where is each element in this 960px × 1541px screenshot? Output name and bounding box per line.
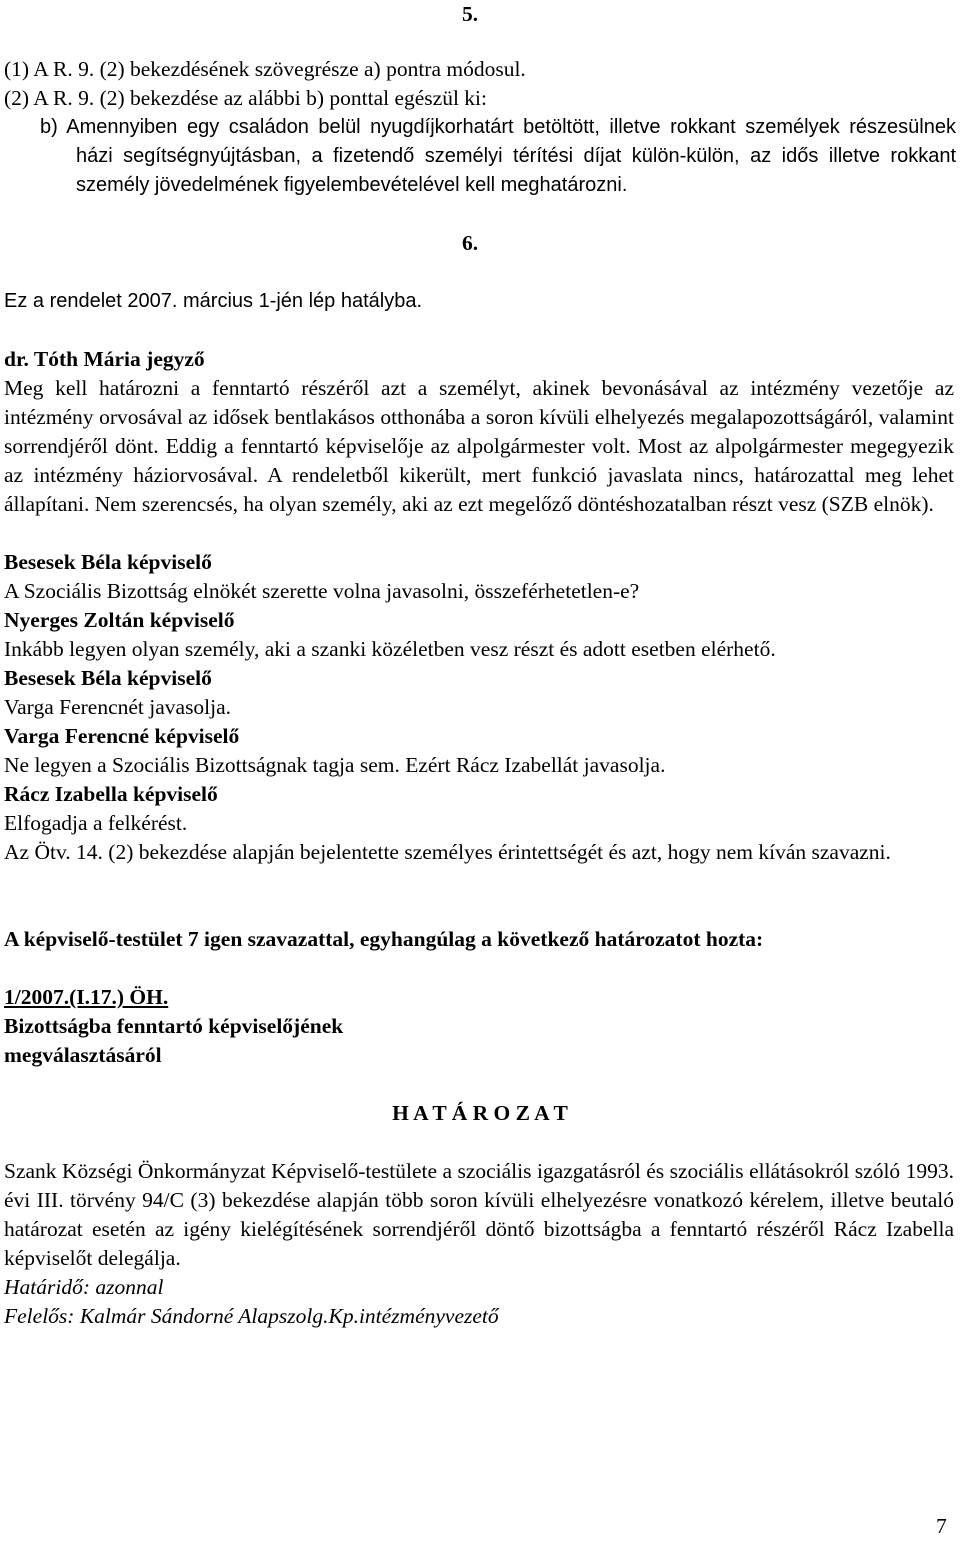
speaker-besesek-2: Besesek Béla képviselő <box>4 666 212 690</box>
resolution-body: Szank Községi Önkormányzat Képviselő-testülete a szociális igazgatásról és szociális ellátásokról szóló 1993. évi III. törvény 94/C (3) bekezdése alapján több soron kívüli elhelyezésre vonatkozó kérelem, illetve beutaló határozat esetén az igény kielégítésének sorrendjéről döntő bizottságba a fenntartó részéről Rácz Izabella képviselőt delegálja. <box>4 1159 954 1270</box>
speaker-varga: Varga Ferencné képviselő <box>4 724 240 748</box>
effective-date-text: Ez a rendelet 2007. március 1-jén lép hatályba. <box>4 290 423 312</box>
amendment-line-1: (1) A R. 9. (2) bekezdésének szövegrésze a) pontra módosul. <box>4 57 526 81</box>
vote-statement: A képviselő-testület 7 igen szavazattal, egyhangúlag a következő határozatot hozta: <box>4 927 764 951</box>
nyerges-statement: Inkább legyen olyan személy, aki a szanki közéletben vesz részt és adott esetben elérhető. <box>4 637 776 661</box>
speaker-besesek-1: Besesek Béla képviselő <box>4 550 212 574</box>
speaker-racz: Rácz Izabella képviselő <box>4 782 218 806</box>
deadline-line: Határidő: azonnal <box>4 1275 164 1299</box>
besesek-statement-2: Varga Ferencnét javasolja. <box>4 695 232 719</box>
point-b-text: b) Amennyiben egy családon belül nyugdíjkorhatárt betöltött, illetve rokkant személyek részesülnek házi segítségnyújtásban, a fizetendő személyi térítési díjat külön-külön, az idős illetve rokkant személy jövedelmének figyelembevételével kell meghatározni. <box>40 116 956 196</box>
resolution-title-line-1: Bizottságba fenntartó képviselőjének <box>4 1014 344 1038</box>
racz-declaration: Az Ötv. 14. (2) bekezdése alapján bejelentette személyes érintettségét és azt, hogy nem kíván szavazni. <box>4 840 891 864</box>
section-6-heading: 6. <box>462 231 479 255</box>
resolution-heading: H A T Á R O Z A T <box>392 1101 568 1125</box>
resolution-title-line-2: megválasztásáról <box>4 1043 162 1067</box>
speaker-jegyzo: dr. Tóth Mária jegyző <box>4 347 205 371</box>
resolution-number: 1/2007.(I.17.) ÖH. <box>4 985 169 1009</box>
responsible-line: Felelős: Kalmár Sándorné Alapszolg.Kp.intézményvezető <box>4 1304 499 1328</box>
jegyzo-statement: Meg kell határozni a fenntartó részéről azt a személyt, akinek bevonásával az intézmény vezetője az intézmény orvosával az idősek bentlakásos otthonába a soron kívüli elhelyezés megalapozottságáról, valamint sorrendjéről dönt. Eddig a fenntartó képviselője az alpolgármester volt. Most az alpolgármester megegyezik az intézmény háziorvosával. A rendeletből kikerült, mert funkció javaslata nincs, határozattal meg lehet állapítani. Nem szerencsés, ha olyan személy, aki az ezt megelőző döntéshozatalban részt vesz (SZB elnök). <box>4 376 954 516</box>
speaker-nyerges: Nyerges Zoltán képviselő <box>4 608 235 632</box>
racz-statement: Elfogadja a felkérést. <box>4 811 188 835</box>
section-5-heading: 5. <box>462 2 479 26</box>
page-number: 7 <box>936 1514 947 1538</box>
amendment-line-2: (2) A R. 9. (2) bekezdése az alábbi b) ponttal egészül ki: <box>4 86 487 110</box>
varga-statement: Ne legyen a Szociális Bizottságnak tagja sem. Ezért Rácz Izabellát javasolja. <box>4 753 666 777</box>
besesek-statement-1: A Szociális Bizottság elnökét szerette volna javasolni, összeférhetetlen-e? <box>4 579 640 603</box>
